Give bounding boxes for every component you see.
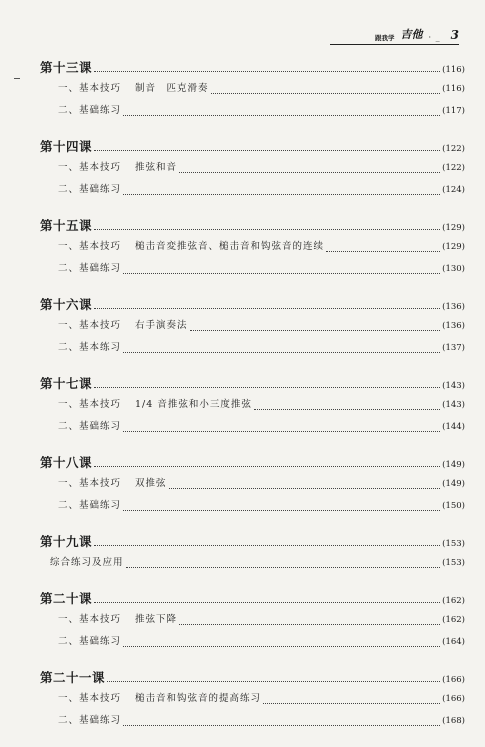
- section-label: 一、基本技巧: [58, 399, 122, 410]
- leader-dots: [326, 250, 440, 252]
- leader-dots: [94, 544, 440, 546]
- header-series: 跟我学: [375, 34, 395, 42]
- leader-dots: [94, 307, 440, 309]
- leader-dots: [123, 724, 440, 726]
- page-number: (130): [442, 264, 465, 274]
- leader-dots: [123, 351, 440, 353]
- page-number: (153): [442, 539, 465, 549]
- lesson-block: [40, 295, 465, 361]
- lesson-heading-row[interactable]: [40, 216, 465, 238]
- leader-dots: [123, 114, 440, 116]
- leader-dots: [123, 193, 440, 195]
- section-label: 一、基本技巧: [58, 614, 122, 625]
- section-label: 一、基本技巧: [58, 83, 122, 94]
- page-number: (136): [442, 321, 465, 331]
- lesson-block: [40, 137, 465, 203]
- section-topic: 右手演奏法: [135, 320, 188, 331]
- page-number: (166): [442, 694, 465, 704]
- leader-dots: [94, 70, 440, 72]
- page-number: (129): [442, 242, 465, 252]
- lesson-title: 第二十一课: [40, 670, 106, 685]
- page-number: (162): [442, 596, 465, 606]
- leader-dots: [94, 601, 440, 603]
- section-topic: 槌击音変推弦音、槌击音和钩弦音的连续: [135, 241, 325, 252]
- leader-dots: [254, 408, 440, 410]
- leader-dots: [94, 465, 440, 467]
- section-row[interactable]: [40, 339, 465, 361]
- lesson-title: 第十七课: [40, 376, 93, 391]
- section-label: 一、基本技巧: [58, 320, 122, 331]
- section-label: 一、基本技巧: [58, 162, 122, 173]
- section-topic: 推弦下降: [135, 614, 178, 625]
- lesson-heading-row[interactable]: [40, 589, 465, 611]
- page-number: (143): [442, 381, 465, 391]
- page-number: (164): [442, 637, 465, 647]
- lesson-title: 第十九课: [40, 534, 93, 549]
- leader-dots: [94, 228, 440, 230]
- section-label: 二、基础练习: [58, 500, 122, 511]
- section-row[interactable]: [40, 159, 465, 181]
- section-row[interactable]: [40, 260, 465, 282]
- section-row[interactable]: [40, 611, 465, 633]
- page-number: (149): [442, 479, 465, 489]
- page-number: (144): [442, 422, 465, 432]
- section-row[interactable]: [40, 102, 465, 124]
- section-label: 一、基本技巧: [58, 478, 122, 489]
- section-row[interactable]: [40, 80, 465, 102]
- page-number: (149): [442, 460, 465, 470]
- leader-dots: [190, 329, 441, 331]
- leader-dots: [179, 623, 440, 625]
- lesson-block: [40, 58, 465, 124]
- lesson-heading-row[interactable]: [40, 137, 465, 159]
- running-header: [330, 26, 459, 45]
- leader-dots: [123, 272, 440, 274]
- page-number: (166): [442, 675, 465, 685]
- section-row[interactable]: [40, 554, 465, 576]
- lesson-title: 第十四课: [40, 139, 93, 154]
- page-number: (116): [442, 84, 465, 94]
- page-number: (124): [442, 185, 465, 195]
- section-topic: 双推弦: [135, 478, 167, 489]
- lesson-block: [40, 668, 465, 734]
- section-label: 二、基础练习: [58, 105, 122, 116]
- section-row[interactable]: [40, 475, 465, 497]
- leader-dots: [94, 149, 440, 151]
- lesson-block: [40, 216, 465, 282]
- lesson-heading-row[interactable]: [40, 374, 465, 396]
- section-label: 综合练习及应用: [50, 557, 124, 568]
- lesson-title: 第十五课: [40, 218, 93, 233]
- page-number: (150): [442, 501, 465, 511]
- section-label: 二、基础练习: [58, 421, 122, 432]
- section-topic: 槌击音和钩弦音的提高练习: [135, 693, 262, 704]
- section-label: 二、基础练习: [58, 636, 122, 647]
- leader-dots: [107, 680, 440, 682]
- leader-dots: [126, 566, 441, 568]
- page-number: (117): [442, 106, 465, 116]
- leader-dots: [123, 430, 440, 432]
- leader-dots: [123, 645, 440, 647]
- section-row[interactable]: [40, 712, 465, 734]
- lesson-heading-row[interactable]: [40, 453, 465, 475]
- table-of-contents: [40, 58, 465, 747]
- section-topic: 推弦和音: [135, 162, 178, 173]
- lesson-block: [40, 453, 465, 519]
- section-row[interactable]: [40, 497, 465, 519]
- leader-dots: [179, 171, 440, 173]
- section-row[interactable]: [40, 238, 465, 260]
- leader-dots: [123, 509, 440, 511]
- page-number: (136): [442, 302, 465, 312]
- section-label: 一、基本技巧: [58, 241, 122, 252]
- section-label: 二、基础练习: [58, 715, 122, 726]
- page-number: (116): [442, 65, 465, 75]
- section-row[interactable]: [40, 633, 465, 655]
- page-number: (129): [442, 223, 465, 233]
- section-topic: 制音 匹克滑奏: [135, 83, 209, 94]
- page-number: (122): [442, 163, 465, 173]
- lesson-title: 第二十课: [40, 591, 93, 606]
- lesson-title: 第十六课: [40, 297, 93, 312]
- header-page-number: 3: [450, 28, 459, 42]
- lesson-block: [40, 589, 465, 655]
- section-row[interactable]: [40, 690, 465, 712]
- header-dots: · _: [428, 33, 441, 42]
- section-row[interactable]: [40, 317, 465, 339]
- lesson-heading-row[interactable]: [40, 532, 465, 554]
- section-label: 二、基本练习: [58, 342, 122, 353]
- lesson-block: [40, 374, 465, 440]
- section-row[interactable]: [40, 396, 465, 418]
- page-number: (137): [442, 343, 465, 353]
- lesson-title: 第十三课: [40, 60, 93, 75]
- page-number: (153): [442, 558, 465, 568]
- leader-dots: [169, 487, 441, 489]
- lesson-title: 第十八课: [40, 455, 93, 470]
- page-number: (122): [442, 144, 465, 154]
- page-number: (162): [442, 615, 465, 625]
- lesson-heading-row[interactable]: [40, 668, 465, 690]
- section-topic: 1/4 音推弦和小三度推弦: [135, 399, 252, 410]
- lesson-heading-row[interactable]: [40, 295, 465, 317]
- page-number: (168): [442, 716, 465, 726]
- section-label: 二、基础练习: [58, 263, 122, 274]
- leader-dots: [263, 702, 440, 704]
- section-label: 一、基本技巧: [58, 693, 122, 704]
- lesson-block: [40, 532, 465, 576]
- section-row[interactable]: [40, 181, 465, 203]
- leader-dots: [94, 386, 440, 388]
- margin-mark: [14, 78, 20, 79]
- leader-dots: [211, 92, 441, 94]
- page-number: (143): [442, 400, 465, 410]
- section-row[interactable]: [40, 418, 465, 440]
- section-label: 二、基础练习: [58, 184, 122, 195]
- lesson-heading-row[interactable]: [40, 58, 465, 80]
- header-title: 吉他: [400, 28, 423, 41]
